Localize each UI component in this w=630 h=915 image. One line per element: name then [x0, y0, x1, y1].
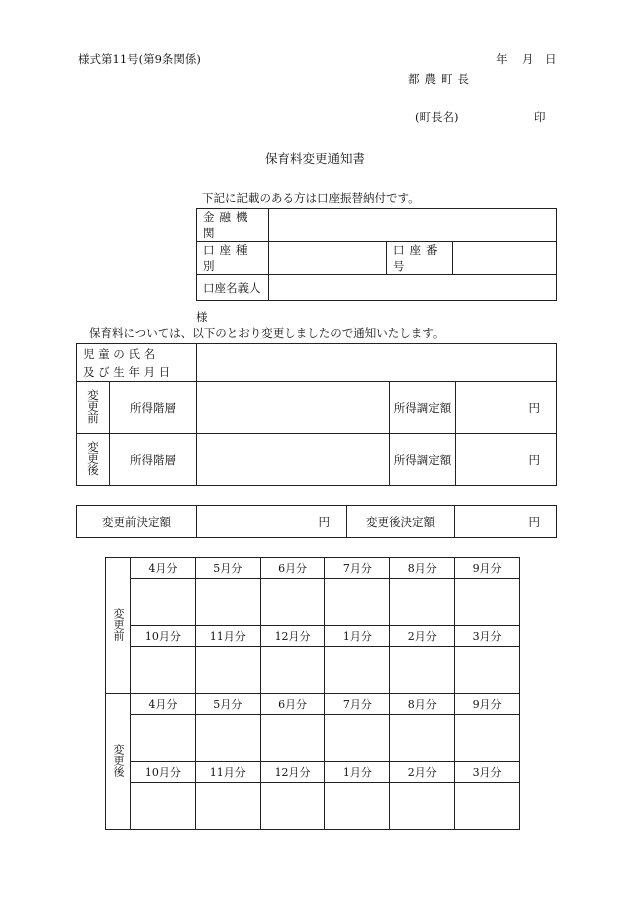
before-decided-fee-field[interactable]: 円	[197, 506, 347, 538]
month-label: 7月分	[325, 558, 390, 579]
month-fee-field[interactable]	[260, 715, 325, 762]
month-label: 9月分	[455, 694, 520, 715]
after-change-label	[77, 434, 110, 486]
account-table	[196, 208, 557, 301]
account-number-label: 口座番号	[387, 242, 453, 275]
child-name-field[interactable]	[197, 344, 557, 382]
month-fee-field[interactable]	[325, 715, 390, 762]
child-name-label-line1: 児 童 の 氏 名	[83, 346, 156, 361]
month-fee-field[interactable]	[195, 647, 260, 694]
month-label: 5月分	[195, 694, 260, 715]
month-label: 10月分	[131, 626, 196, 647]
month-fee-field[interactable]	[195, 783, 260, 830]
month-label: 8月分	[390, 694, 455, 715]
monthly-after-label	[106, 694, 131, 830]
monthly-before-label	[106, 558, 131, 694]
month-fee-field[interactable]	[390, 783, 455, 830]
month-label: 4月分	[131, 558, 196, 579]
month-label: 12月分	[260, 762, 325, 783]
account-holder-label: 口座名義人	[197, 275, 269, 301]
before-change-label	[77, 382, 110, 434]
decided-fee-table	[76, 505, 557, 538]
child-name-label-line2: 及 び 生 年 月 日	[83, 364, 171, 379]
month-fee-field[interactable]	[195, 579, 260, 626]
after-income-bracket-field[interactable]	[197, 434, 390, 486]
after-decided-fee-field[interactable]: 円	[455, 506, 557, 538]
month-fee-field[interactable]	[390, 579, 455, 626]
after-change-text: 変更後	[86, 440, 100, 476]
account-type-field[interactable]	[269, 242, 387, 275]
before-income-bracket-field[interactable]	[197, 382, 390, 434]
document-title: 保育料変更通知書	[264, 151, 365, 166]
date-year-label: 年	[496, 52, 508, 66]
seal-mark: 印	[534, 110, 546, 124]
month-label: 3月分	[455, 626, 520, 647]
date-month-label: 月	[522, 52, 534, 66]
month-label: 8月分	[390, 558, 455, 579]
month-fee-field[interactable]	[390, 715, 455, 762]
month-fee-field[interactable]	[325, 647, 390, 694]
month-fee-field[interactable]	[260, 647, 325, 694]
month-fee-field[interactable]	[325, 579, 390, 626]
date-day-label: 日	[545, 52, 557, 66]
month-label: 4月分	[131, 694, 196, 715]
month-fee-field[interactable]	[260, 579, 325, 626]
notice-text: 保育料については、以下のとおり変更しましたので通知いたします。	[89, 326, 445, 340]
month-fee-field[interactable]	[131, 783, 196, 830]
month-fee-field[interactable]	[455, 783, 520, 830]
account-number-field[interactable]	[453, 242, 557, 275]
before-months-values-1	[106, 579, 520, 626]
after-income-bracket-label: 所得階層	[110, 434, 197, 486]
month-fee-field[interactable]	[260, 783, 325, 830]
month-label: 5月分	[195, 558, 260, 579]
issuer-title: 都農町長	[408, 72, 474, 86]
month-fee-field[interactable]	[325, 783, 390, 830]
month-fee-field[interactable]	[131, 715, 196, 762]
month-fee-field[interactable]	[131, 579, 196, 626]
month-fee-field[interactable]	[455, 579, 520, 626]
month-label: 6月分	[260, 558, 325, 579]
account-note: 下記に記載のある方は口座振替納付です。	[202, 191, 420, 205]
account-holder-field[interactable]	[269, 275, 557, 301]
before-income-bracket-label: 所得階層	[110, 382, 197, 434]
month-label: 11月分	[195, 762, 260, 783]
after-months-header-2	[106, 762, 520, 783]
account-type-label: 口座種別	[197, 242, 269, 275]
bank-label: 金融機関	[197, 209, 269, 242]
after-decided-fee-label: 変更後決定額	[347, 506, 455, 538]
before-months-header-1	[106, 558, 520, 579]
month-label: 2月分	[390, 762, 455, 783]
before-months-values-2	[106, 647, 520, 694]
addressee-suffix: 様	[196, 310, 208, 324]
month-label: 11月分	[195, 626, 260, 647]
month-fee-field[interactable]	[455, 647, 520, 694]
month-fee-field[interactable]	[195, 715, 260, 762]
child-name-label	[77, 344, 197, 382]
after-months-values-2	[106, 783, 520, 830]
month-fee-field[interactable]	[455, 715, 520, 762]
monthly-after-text: 変更後	[112, 743, 125, 777]
form-number: 様式第11号(第9条関係)	[78, 52, 201, 66]
month-fee-field[interactable]	[390, 647, 455, 694]
month-fee-field[interactable]	[131, 647, 196, 694]
child-info-table	[76, 343, 557, 486]
before-months-header-2	[106, 626, 520, 647]
before-change-text: 変更前	[86, 388, 100, 424]
month-label: 3月分	[455, 762, 520, 783]
after-months-header-1	[106, 694, 520, 715]
month-label: 6月分	[260, 694, 325, 715]
month-label: 10月分	[131, 762, 196, 783]
before-adjusted-amount-label: 所得調定額	[390, 382, 456, 434]
month-label: 7月分	[325, 694, 390, 715]
monthly-before-text: 変更前	[112, 607, 125, 641]
after-months-values-1	[106, 715, 520, 762]
mayor-name: (町長名)	[415, 110, 459, 124]
before-adjusted-amount-field[interactable]: 円	[456, 382, 557, 434]
bank-field[interactable]	[269, 209, 557, 242]
month-label: 1月分	[325, 762, 390, 783]
before-decided-fee-label: 変更前決定額	[77, 506, 197, 538]
monthly-fee-table	[105, 557, 520, 830]
after-adjusted-amount-field[interactable]: 円	[456, 434, 557, 486]
month-label: 9月分	[455, 558, 520, 579]
month-label: 2月分	[390, 626, 455, 647]
month-label: 12月分	[260, 626, 325, 647]
month-label: 1月分	[325, 626, 390, 647]
after-adjusted-amount-label: 所得調定額	[390, 434, 456, 486]
